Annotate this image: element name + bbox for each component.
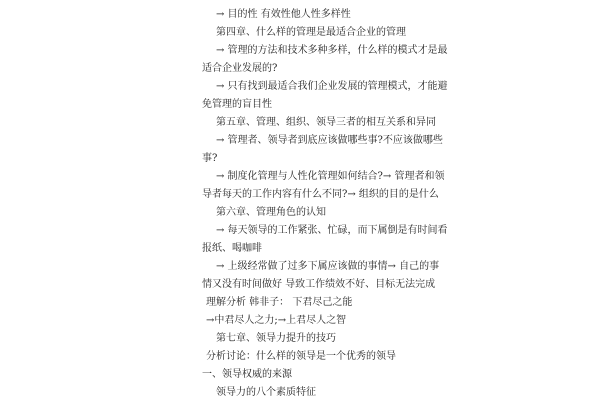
chapter-heading: 第七章、领导力提升的技巧	[216, 333, 336, 344]
chapter-heading: 第五章、管理、组织、领导三者的相互关系和异同	[216, 117, 436, 128]
text-line: 适合企业发展的?	[202, 63, 278, 74]
text-line: → 只有找到最适合我们企业发展的管理模式，才能避	[216, 81, 448, 92]
text-line: 理解分析 韩非子： 下君尽己之能	[206, 297, 353, 308]
text-line: → 每天领导的工作紧张、忙碌，而下属倒是有时间看	[216, 225, 448, 236]
text-line: 导者每天的工作内容有什么不同?→ 组织的目的是什么	[202, 189, 439, 200]
text-line: 免管理的盲目性	[202, 99, 272, 110]
text-line: → 制度化管理与人性化管理如何结合?→ 管理者和领	[216, 171, 445, 182]
chapter-heading: 第四章、什么样的管理是最适合企业的管理	[216, 27, 406, 38]
chapter-heading: 第六章、管理角色的认知	[216, 207, 326, 218]
text-line: → 上级经常做了过多下属应该做的事情→ 自己的事	[216, 261, 440, 272]
text-line: 领导力的八个素质特征	[216, 387, 316, 398]
text-line: → 管理的方法和技术多种多样，什么样的模式才是最	[216, 45, 448, 56]
text-line: → 管理者、领导者到底应该做哪些事?不应该做哪些	[216, 135, 443, 146]
text-line: →中君尽人之力;→上君尽人之智	[206, 315, 347, 326]
section-heading: 一、领导权威的来源	[202, 369, 292, 380]
text-line: 报纸、喝咖啡	[202, 243, 262, 254]
text-line: 事?	[202, 153, 218, 164]
text-line: → 目的性 有效性他人性多样性	[216, 9, 351, 20]
text-line: 情又没有时间做好 导致工作绩效不好、目标无法完成	[202, 279, 436, 290]
text-line: 分析讨论：什么样的领导是一个优秀的领导	[206, 351, 396, 362]
